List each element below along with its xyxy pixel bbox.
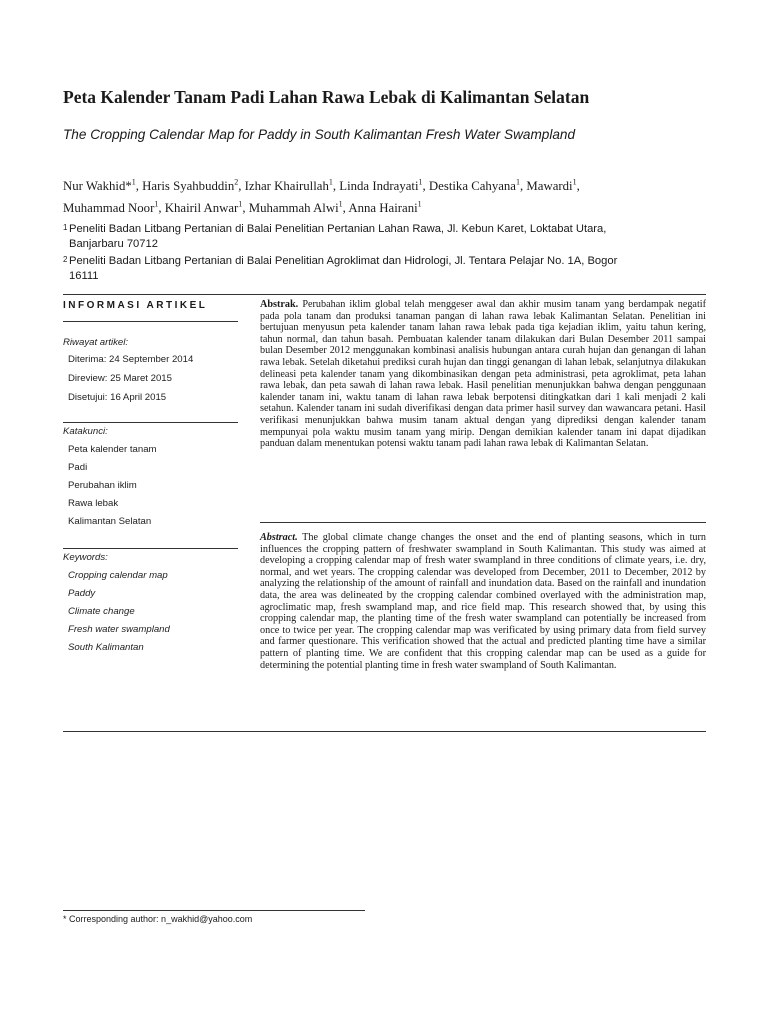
keyword-item: Paddy bbox=[68, 588, 96, 599]
footnote-divider bbox=[63, 910, 365, 911]
affiliation-1 bbox=[63, 222, 703, 252]
article-info-panel bbox=[63, 300, 238, 660]
author-line-1 bbox=[63, 174, 703, 195]
katakunci-item: Kalimantan Selatan bbox=[68, 516, 152, 527]
author: Haris Syahbuddin$^2$, bbox=[142, 178, 245, 194]
author: Nur Wakhid*$^1$, bbox=[63, 178, 143, 194]
author: Destika Cahyana$^1$, bbox=[428, 178, 527, 194]
katakunci-item: Padi bbox=[68, 462, 88, 473]
affiliation-number: 2 bbox=[63, 255, 68, 264]
article-subtitle: The Cropping Calendar Map for Paddy in South Kalimantan Fresh Water Swampland bbox=[63, 127, 576, 142]
keyword-item: Climate change bbox=[68, 606, 135, 617]
affiliation-2 bbox=[63, 254, 703, 284]
keyword-item: Fresh water swampland bbox=[68, 624, 170, 635]
article-title: Peta Kalender Tanam Padi Lahan Rawa Lebak di Kalimantan Selatan bbox=[63, 87, 590, 107]
history-reviewed: Direview: 25 Maret 2015 bbox=[68, 373, 172, 384]
author: Muhammad Noor$^1$, bbox=[63, 199, 165, 215]
abstract-english bbox=[260, 532, 706, 671]
affiliation-line: Peneliti Badan Litbang Pertanian di Balai Penelitian Agroklimat dan Hidrologi, Jl. Tentara Pelajar No. 1A, Bogor bbox=[69, 255, 618, 267]
katakunci-item: Rawa lebak bbox=[68, 498, 119, 509]
author: Khairil Anwar$^1$, bbox=[164, 199, 249, 215]
affiliation-line: Peneliti Badan Litbang Pertanian di Balai Penelitian Pertanian Lahan Rawa, Jl. Kebun Karet, Loktabat Utara, bbox=[69, 223, 607, 235]
history-accepted: Disetujui: 16 April 2015 bbox=[68, 392, 167, 403]
article-info-heading: INFORMASI ARTIKEL bbox=[63, 300, 208, 311]
divider bbox=[63, 294, 706, 295]
abstract-label: Abstract. bbox=[260, 532, 298, 543]
katakunci-label: Katakunci: bbox=[63, 426, 108, 437]
keyword-item: South Kalimantan bbox=[68, 642, 144, 653]
article-history bbox=[63, 337, 238, 411]
author: Linda Indrayati$^1$, bbox=[339, 178, 429, 194]
author: Izhar Khairullah$^1$, bbox=[244, 178, 340, 194]
abstract-label: Abstrak. bbox=[260, 299, 299, 310]
keywords-section bbox=[63, 552, 238, 660]
author: Mawardi$^1$, bbox=[526, 178, 580, 194]
author-list bbox=[63, 174, 703, 217]
katakunci-section bbox=[63, 426, 238, 534]
author: Muhammah Alwi$^1$, bbox=[248, 199, 349, 215]
affiliation-line: Banjarbaru 70712 bbox=[69, 238, 158, 250]
author-line-2 bbox=[63, 195, 703, 216]
abstract-text: The global climate change changes the onset and the end of planting seasons, which in turn influences the cropping pattern of freshwater swampland in South Kalimantan. This study was aimed at developing a cropping calendar map of fresh water swampland in three conditions of climate years, i.e. dry, normal, and wet years. The cropping calendar was developed from December, 2011 to December, 2012 by analyzing the relationship of the amount of rainfall and inundation data. Based on the rainfall and inundation data, the area was delineated by the cropping calendar combined overlayed with the administration map, agroclimatic map, fresh swampland map, and rice field map. This research showed that, by using this cropping calendar map, the planting time of the fresh water swampland can potentially be increased from once to twice per year. The cropping calendar map was verificated by using primary data from field survey and farmer questionare. This verification showed that the actual and predicted planting time have a similar pattern of planting time. We are confident that this cropping calendar map can be used as a guide for determining the potential planting time in fresh water swampland of South Kalimantan. bbox=[260, 532, 707, 671]
corresponding-author-footnote: * Corresponding author: n_wakhid@yahoo.com bbox=[63, 914, 253, 924]
keywords-label: Keywords: bbox=[63, 552, 108, 563]
abstract-indonesian bbox=[260, 299, 706, 450]
history-received: Diterima: 24 September 2014 bbox=[68, 354, 194, 365]
divider bbox=[260, 522, 706, 523]
divider bbox=[63, 731, 706, 732]
keyword-item: Cropping calendar map bbox=[68, 570, 168, 581]
katakunci-item: Perubahan iklim bbox=[68, 480, 137, 491]
katakunci-item: Peta kalender tanam bbox=[68, 444, 157, 455]
affiliation-number: 1 bbox=[63, 223, 68, 232]
abstract-text: Perubahan iklim global telah menggeser awal dan akhir musim tanam yang berdampak negatif pada pola tanam dan produksi tanaman pangan di lahan rawa lebak Kalimantan Selatan. Penelitian ini bertujuan menyusun peta kalender tanam lahan rawa lebak pada tiga kejadian iklim, yaitu tahun kering, tahun normal, dan tahun basah. Pembuatan kalender tanam dilakukan dari Bulan Desember 2011 sampai bulan Desember 2012 menggunakan kombinasi analisis hubungan antara curah hujan dan genangan di lahan rawa lebak. Setelah diketahui prediksi curah hujan dan tinggi genangan di lahan lebak, selanjutnya dilakukan delineasi peta kalender tanam yang dikombinasikan dengan peta administrasi, peta agroklimat, peta lahan rawa lebak, dan peta sawah di lahan rawa lebak. Hasil penelitian menunjukkan bahwa dengan penggunaan kalender tanam ini, waktu tanam di lahan rawa lebak berpotensi ditingkatkan dari 1 kali menjadi 2 kali setahun. Kalender tanam ini sudah diverifikasi dengan data primer hasil survey dan wawancara petani. Hasil verifikasi menunjukkan bahwa musim tanam aktual dengan yang diprediksi dengan kalender tanam mempunyai pola waktu musim tanam yang mirip. Dengan demikian kalender tanam ini dapat dijadikan panduan dalam menentukan potensi waktu tanam padi lahan rawa lebak di Kalimantan Selatan. bbox=[260, 299, 707, 450]
author: Anna Hairani$^1$ bbox=[348, 199, 422, 215]
affiliation-line: 16111 bbox=[69, 270, 99, 282]
history-label: Riwayat artikel: bbox=[63, 337, 129, 348]
